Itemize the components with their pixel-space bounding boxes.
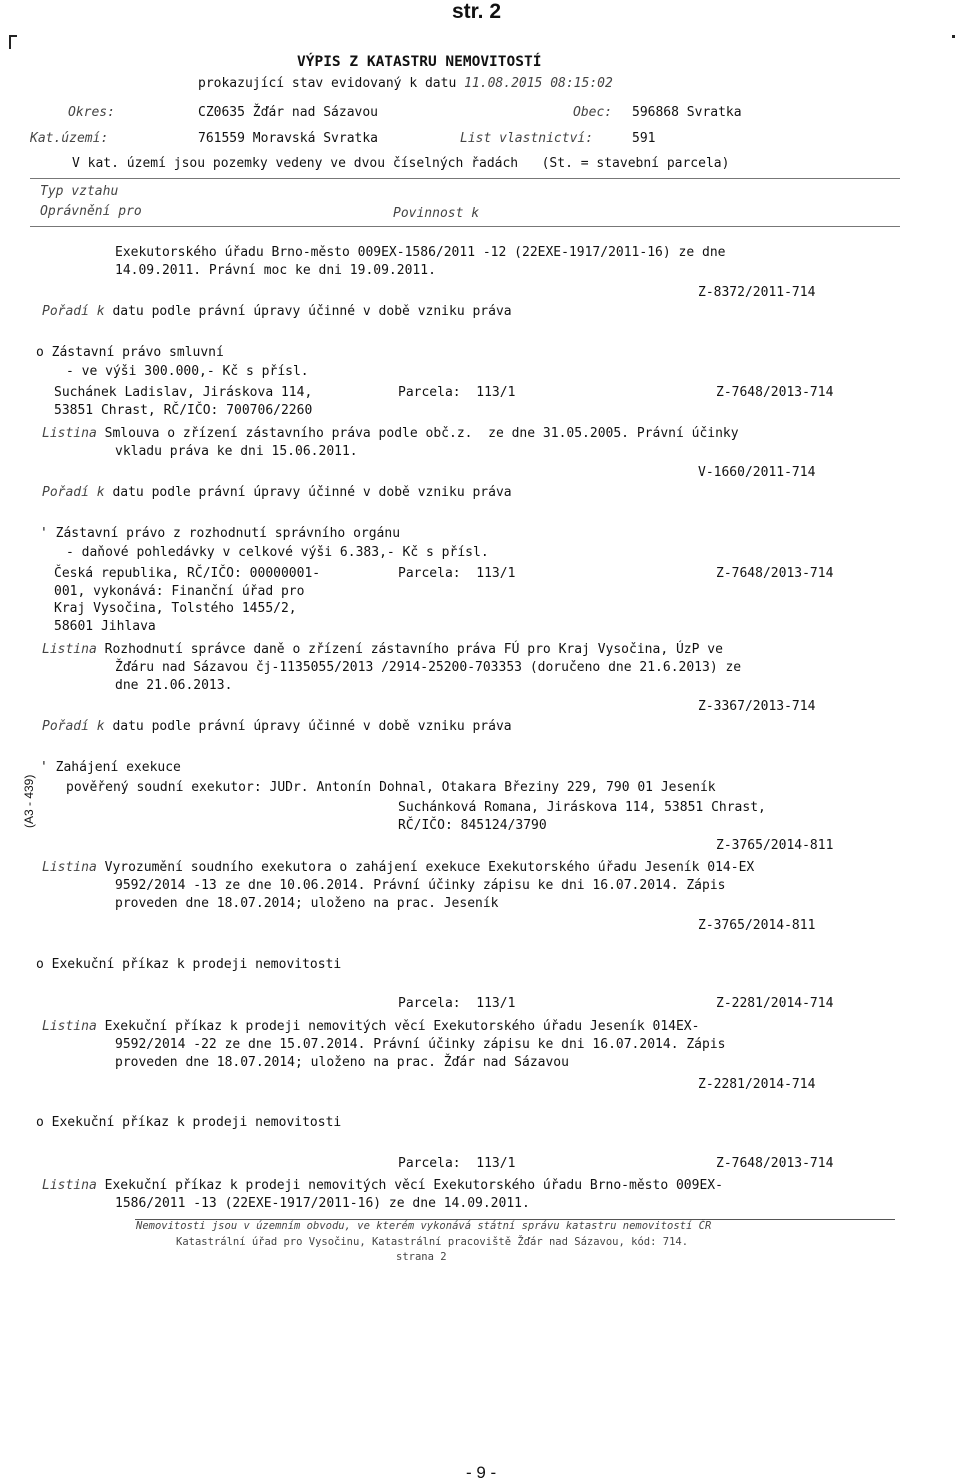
record-line	[36, 344, 224, 362]
record-line	[115, 677, 232, 695]
record-line	[36, 1114, 341, 1132]
record-line-text: proveden dne 18.07.2014; uloženo na prac. Žďár nad Sázavou	[115, 1055, 569, 1070]
record-line-text: 1586/2011 -13 (22EXE-1917/2011-16) ze dne 14.09.2011.	[115, 1196, 530, 1211]
record-line	[115, 877, 725, 895]
record-line	[115, 1054, 569, 1072]
record-line-text: Z-7648/2013-714	[716, 1156, 834, 1171]
record-line-text: - ve výši 300.000,- Kč s přísl.	[66, 364, 309, 379]
katuzemi-label: Kat.území:	[30, 131, 109, 146]
record-line	[36, 956, 341, 974]
record-line	[54, 618, 156, 636]
corner-mark-right	[952, 35, 955, 38]
record-line-label: Pořadí k	[42, 485, 105, 500]
record-line-text: vkladu práva ke dni 15.06.2011.	[115, 444, 358, 459]
record-line	[42, 1018, 699, 1036]
povinnost-k-label: Povinnost k	[393, 206, 480, 221]
record-line	[115, 443, 358, 461]
record-line-text: Z-2281/2014-714	[698, 1077, 816, 1092]
record-line-text: Parcela: 113/1	[398, 385, 516, 400]
record-line-label: Listina	[42, 1178, 97, 1193]
record-line	[698, 464, 815, 482]
record-line-text: Exekutorského úřadu Brno-město 009EX-1586/2011 -12 (22EXE-1917/2011-16) ze dne	[115, 245, 726, 260]
record-line-text: Rozhodnutí správce daně o zřízení zástavního práva FÚ pro Kraj Vysočina, ÚzP ve	[96, 642, 723, 657]
record-line	[716, 384, 833, 402]
record-line-text: Kraj Vysočina, Tolstého 1455/2,	[54, 601, 297, 616]
record-line-text: 9592/2014 -13 ze dne 10.06.2014. Právní účinky zápisu ke dni 16.07.2014. Zápis	[115, 878, 726, 893]
record-line-text: 14.09.2011. Právní moc ke dni 19.09.2011.	[115, 263, 436, 278]
record-line-label: Listina	[42, 860, 97, 875]
record-line	[66, 544, 489, 562]
page-number-top: str. 2	[452, 0, 502, 23]
record-line-label: Pořadí k	[42, 304, 105, 319]
document-title: VÝPIS Z KATASTRU NEMOVITOSTÍ	[297, 54, 542, 70]
record-line	[54, 565, 320, 583]
record-line-text: 9592/2014 -22 ze dne 15.07.2014. Právní účinky zápisu ke dni 16.07.2014. Zápis	[115, 1037, 726, 1052]
typ-vztahu-label: Typ vztahu	[40, 184, 119, 199]
record-line-text: Žďáru nad Sázavou čj-1135055/2013 /2914-25200-703353 (doručeno dne 21.6.2013) ze	[115, 660, 742, 675]
record-line	[115, 895, 499, 913]
record-line	[54, 583, 304, 601]
record-line-text: proveden dne 18.07.2014; uloženo na prac. Jeseník	[115, 896, 499, 911]
record-line-text: Suchánek Ladislav, Jiráskova 114,	[54, 385, 313, 400]
record-line	[115, 659, 741, 677]
record-line	[42, 641, 723, 659]
record-line	[716, 1155, 833, 1173]
record-line-text: Z-7648/2013-714	[716, 385, 834, 400]
record-line-text: ' Zástavní právo z rozhodnutí správního orgánu	[40, 526, 401, 541]
record-line	[698, 1076, 815, 1094]
lv-label: List vlastnictví:	[460, 131, 594, 146]
record-line-text: Exekuční příkaz k prodeji nemovitých věcí Exekutorského úřadu Brno-město 009EX-	[96, 1178, 723, 1193]
record-line-text: 53851 Chrast, RČ/IČO: 700706/2260	[54, 403, 313, 418]
record-line	[398, 384, 515, 402]
header-rule-top	[30, 178, 900, 179]
record-line-text: Smlouva o zřízení zástavního práva podle obč.z. ze dne 31.05.2005. Právní účinky	[96, 426, 739, 441]
footer-line-2: Katastrální úřad pro Vysočinu, Katastrální pracoviště Žďár nad Sázavou, kód: 714.	[176, 1236, 689, 1248]
record-line-text: V-1660/2011-714	[698, 465, 816, 480]
record-line-text: Parcela: 113/1	[398, 996, 516, 1011]
record-line	[42, 1177, 723, 1195]
record-line	[40, 525, 400, 543]
record-line	[42, 425, 739, 443]
record-line-text: o Exekuční příkaz k prodeji nemovitosti	[36, 957, 342, 972]
record-line	[54, 402, 312, 420]
record-line-text: datu podle právní úpravy účinné v době vzniku práva	[104, 485, 512, 500]
record-line	[698, 698, 815, 716]
record-line	[398, 799, 766, 817]
record-line-text: 58601 Jihlava	[54, 619, 156, 634]
record-line-text: Vyrozumění soudního exekutora o zahájení exekuce Exekutorského úřadu Jeseník 014-EX	[96, 860, 755, 875]
parcel-series-note: V kat. území jsou pozemky vedeny ve dvou číselných řadách (St. = stavební parcela)	[72, 156, 730, 171]
lv-value: 591	[632, 131, 656, 146]
record-line	[716, 837, 833, 855]
record-line-label: Pořadí k	[42, 719, 105, 734]
record-line	[40, 759, 181, 777]
record-line	[54, 600, 297, 618]
corner-mark-left	[9, 35, 11, 49]
record-line-text: ' Zahájení exekuce	[40, 760, 181, 775]
document-subtitle: prokazující stav evidovaný k datu 11.08.2015 08:15:02	[198, 76, 613, 91]
record-line-label: Listina	[42, 1019, 97, 1034]
record-line	[66, 363, 309, 381]
record-line	[115, 1036, 725, 1054]
opravneni-pro-label: Oprávnění pro	[40, 204, 142, 219]
record-line	[716, 565, 833, 583]
record-line-text: Z-3367/2013-714	[698, 699, 816, 714]
record-line-text: Z-2281/2014-714	[716, 996, 834, 1011]
record-line	[42, 718, 512, 736]
record-line	[398, 817, 547, 835]
record-line-label: Listina	[42, 426, 97, 441]
corner-mark-left-top	[9, 35, 17, 37]
record-line-text: pověřený soudní exekutor: JUDr. Antonín Dohnal, Otakara Březiny 229, 790 01 Jeseník	[66, 780, 716, 795]
footer-line-1: Nemovitosti jsou v územním obvodu, ve kterém vykonává státní správu katastru nemovitostí ČR	[136, 1220, 712, 1232]
record-line-text: Exekuční příkaz k prodeji nemovitých věcí Exekutorského úřadu Jeseník 014EX-	[96, 1019, 700, 1034]
katuzemi-value: 761559 Moravská Svratka	[198, 131, 379, 146]
record-line	[398, 995, 515, 1013]
record-line	[115, 244, 725, 262]
record-line-text: Z-7648/2013-714	[716, 566, 834, 581]
side-label: (A3 - 439)	[22, 774, 36, 828]
record-line-text: datu podle právní úpravy účinné v době vzniku práva	[104, 719, 512, 734]
header-rule-bottom	[30, 226, 900, 227]
page-number-bottom: - 9 -	[466, 1463, 497, 1482]
record-line	[398, 565, 515, 583]
record-line-text: RČ/IČO: 845124/3790	[398, 818, 547, 833]
record-line-text: dne 21.06.2013.	[115, 678, 233, 693]
record-line	[42, 484, 512, 502]
record-line-text: o Exekuční příkaz k prodeji nemovitosti	[36, 1115, 342, 1130]
record-line	[54, 384, 312, 402]
record-line	[66, 779, 716, 797]
okres-label: Okres:	[68, 105, 115, 120]
record-line-text: Suchánková Romana, Jiráskova 114, 53851 Chrast,	[398, 800, 766, 815]
record-line-text: Parcela: 113/1	[398, 1156, 516, 1171]
record-line-text: Z-3765/2014-811	[716, 838, 834, 853]
record-line-text: o Zástavní právo smluvní	[36, 345, 224, 360]
record-line-text: 001, vykonává: Finanční úřad pro	[54, 584, 305, 599]
footer-page-label: strana 2	[396, 1251, 447, 1263]
okres-value: CZ0635 Žďár nad Sázavou	[198, 105, 379, 120]
record-line-text: datu podle právní úpravy účinné v době vzniku práva	[104, 304, 512, 319]
record-line-text: Česká republika, RČ/IČO: 00000001-	[54, 566, 321, 581]
record-line-text: Z-3765/2014-811	[698, 918, 816, 933]
record-line	[716, 995, 833, 1013]
record-line-label: Listina	[42, 642, 97, 657]
record-line	[42, 859, 754, 877]
record-line-text: Parcela: 113/1	[398, 566, 516, 581]
obec-label: Obec:	[573, 105, 613, 120]
record-line-text: - daňové pohledávky v celkové výši 6.383,- Kč s přísl.	[66, 545, 489, 560]
record-line	[115, 262, 436, 280]
record-line	[42, 303, 512, 321]
record-line-text: Z-8372/2011-714	[698, 285, 816, 300]
record-line	[115, 1195, 530, 1213]
record-line	[698, 917, 815, 935]
record-line	[698, 284, 815, 302]
obec-value: 596868 Svratka	[632, 105, 742, 120]
record-line	[398, 1155, 515, 1173]
